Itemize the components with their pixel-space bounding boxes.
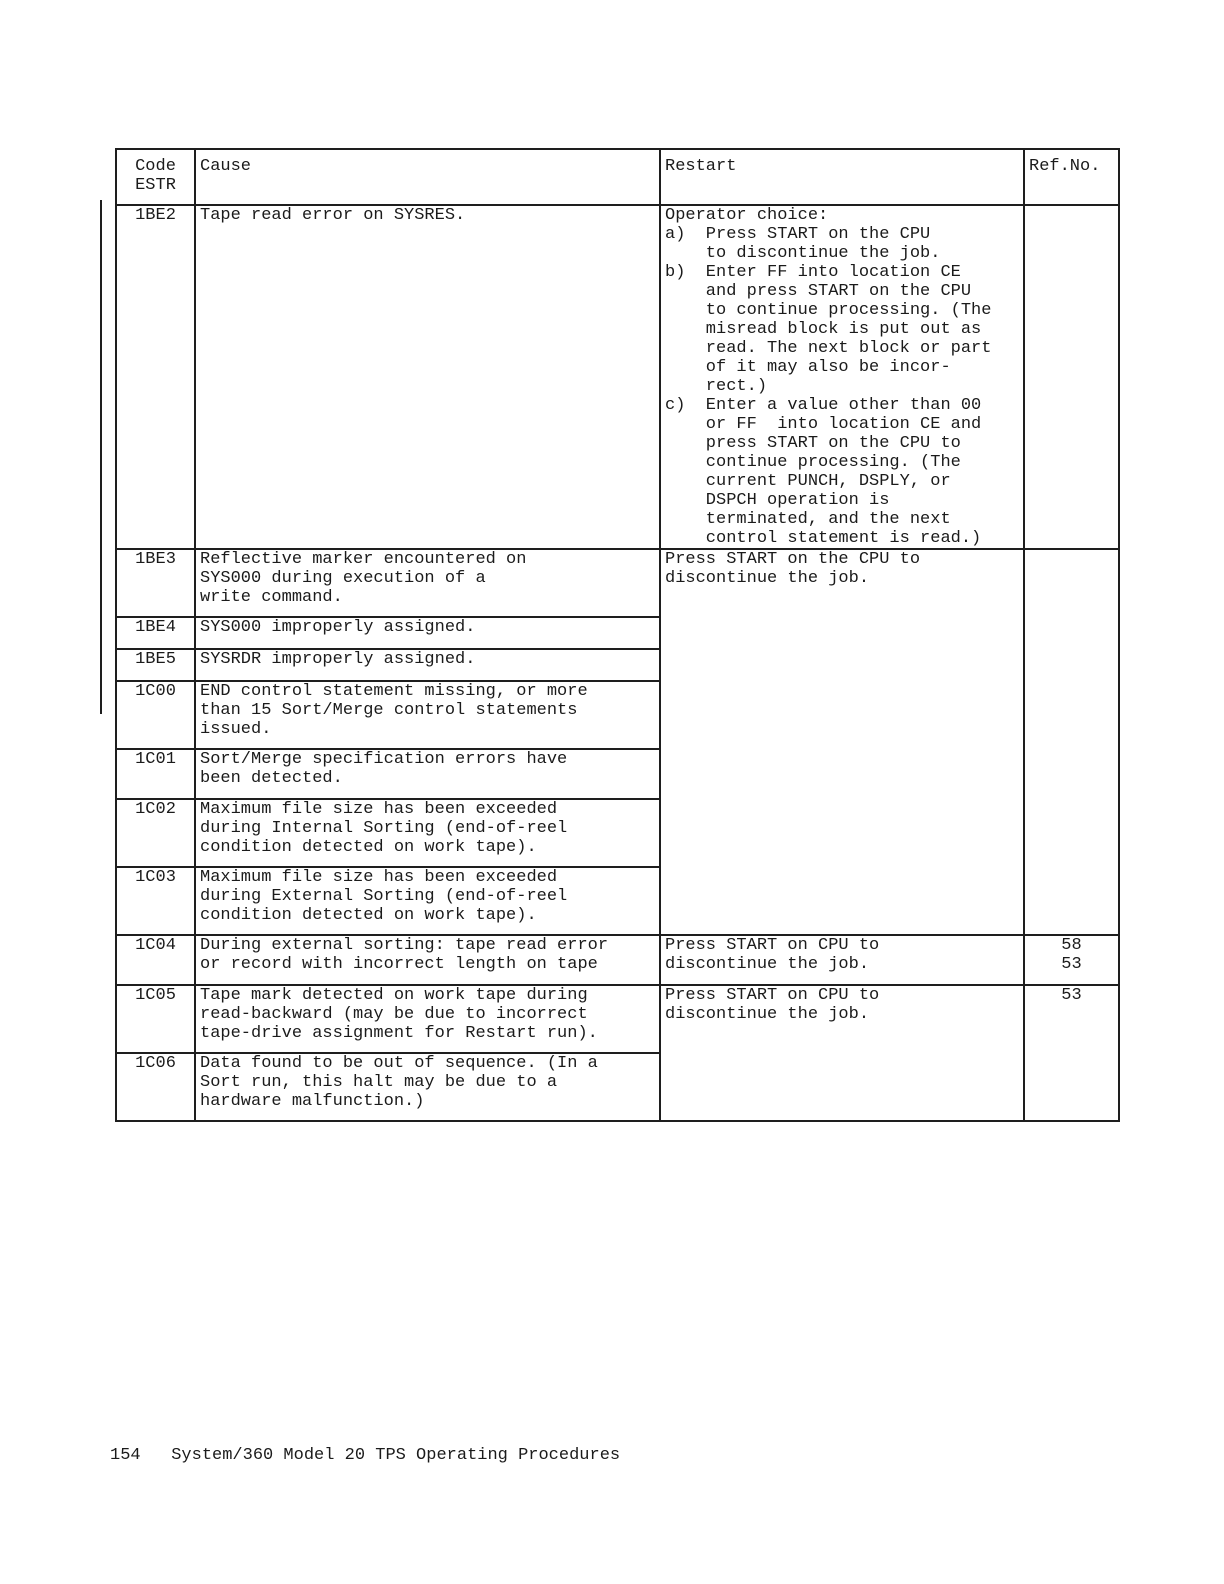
code-cell: 1C05 <box>116 985 195 1053</box>
cause-cell: SYS000 improperly assigned. <box>195 617 660 649</box>
restart-cell: Press START on CPU to discontinue the job. <box>660 985 1024 1121</box>
code-cell: 1C06 <box>116 1053 195 1121</box>
code-cell: 1BE2 <box>116 205 195 549</box>
cause-cell: During external sorting: tape read error or record with incorrect length on tape <box>195 935 660 985</box>
cause-cell: Maximum file size has been exceeded during External Sorting (end-of-reel condition detected on work tape). <box>195 867 660 935</box>
restart-cell: Press START on the CPU to discontinue the job. <box>660 549 1024 935</box>
code-cell: 1BE4 <box>116 617 195 649</box>
restart-cell: Press START on CPU to discontinue the job. <box>660 935 1024 985</box>
code-cell: 1C01 <box>116 749 195 799</box>
document-title: System/360 Model 20 TPS Operating Procedures <box>171 1446 621 1465</box>
table-row <box>116 935 1119 985</box>
cause-cell: END control statement missing, or more than 15 Sort/Merge control statements issued. <box>195 681 660 749</box>
table-row <box>116 205 1119 549</box>
column-header-code: Code ESTR <box>116 149 195 205</box>
column-header-restart: Restart <box>660 149 1024 205</box>
code-cell: 1C00 <box>116 681 195 749</box>
page-footer <box>110 1446 620 1465</box>
halt-code-table-container <box>115 148 1118 1122</box>
code-cell: 1C03 <box>116 867 195 935</box>
page-number: 154 <box>110 1446 141 1465</box>
column-header-cause: Cause <box>195 149 660 205</box>
restart-cell: Operator choice: a) Press START on the CPU to discontinue the job. b) Enter FF into location CE and press START on the CPU to continue processing. (The misread block is put out as read. The next block or part of it may also be incor- rect.) c) Enter a value other than 00 or FF into location CE and press START on the CPU to continue processing. (The current PUNCH, DSPLY, or DSPCH operation is terminated, and the next control statement is read.) <box>660 205 1024 549</box>
ref-cell <box>1024 205 1119 549</box>
table-row <box>116 549 1119 617</box>
code-cell: 1C04 <box>116 935 195 985</box>
ref-cell <box>1024 549 1119 935</box>
revision-change-bar <box>100 200 102 714</box>
cause-cell: Maximum file size has been exceeded during Internal Sorting (end-of-reel condition detected on work tape). <box>195 799 660 867</box>
halt-code-table <box>115 148 1120 1122</box>
column-header-ref: Ref.No. <box>1024 149 1119 205</box>
code-cell: 1BE5 <box>116 649 195 681</box>
code-cell: 1BE3 <box>116 549 195 617</box>
table-row <box>116 985 1119 1053</box>
cause-cell: Sort/Merge specification errors have been detected. <box>195 749 660 799</box>
table-header-row <box>116 149 1119 205</box>
cause-cell: SYSRDR improperly assigned. <box>195 649 660 681</box>
footer-spacer <box>141 1446 172 1465</box>
ref-cell: 53 <box>1024 985 1119 1121</box>
cause-cell: Reflective marker encountered on SYS000 during execution of a write command. <box>195 549 660 617</box>
cause-cell: Data found to be out of sequence. (In a Sort run, this halt may be due to a hardware malfunction.) <box>195 1053 660 1121</box>
cause-cell: Tape mark detected on work tape during read-backward (may be due to incorrect tape-drive assignment for Restart run). <box>195 985 660 1053</box>
cause-cell: Tape read error on SYSRES. <box>195 205 660 549</box>
code-cell: 1C02 <box>116 799 195 867</box>
ref-cell: 58 53 <box>1024 935 1119 985</box>
